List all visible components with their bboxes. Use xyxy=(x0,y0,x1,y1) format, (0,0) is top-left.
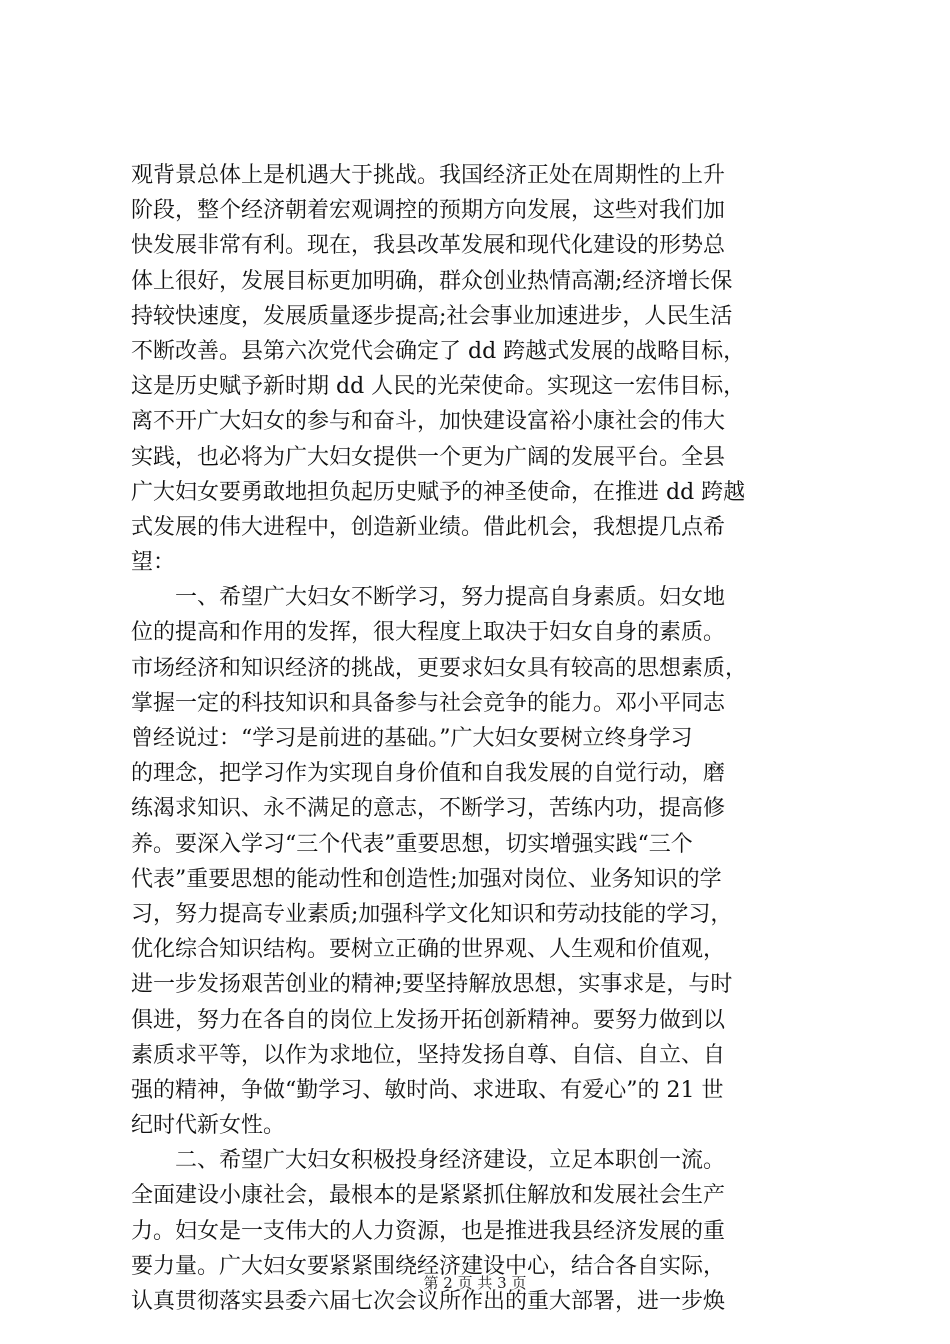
text-line: 阶段，整个经济朝着宏观调控的预期方向发展，这些对我们加 xyxy=(131,198,726,224)
text-line: 这是历史赋予新时期 dd 人民的光荣使命。实现这一宏伟目标， xyxy=(131,374,746,400)
text-line: 离不开广大妇女的参与和奋斗，加快建设富裕小康社会的伟大 xyxy=(131,409,726,435)
text-line: 练渴求知识、永不满足的意志，不断学习，苦练内功，提高修 xyxy=(131,796,726,822)
text-line: 纪时代新女性。 xyxy=(131,1113,286,1139)
text-line: 掌握一定的科技知识和具备参与社会竞争的能力。邓小平同志 xyxy=(131,690,726,716)
text-line: 习，努力提高专业素质;加强科学文化知识和劳动技能的学习， xyxy=(131,901,733,927)
text-line: 进一步发扬艰苦创业的精神;要坚持解放思想，实事求是，与时 xyxy=(131,972,733,998)
text-line: 实践，也必将为广大妇女提供一个更为广阔的发展平台。全县 xyxy=(131,444,726,470)
text-line: 广大妇女要勇敢地担负起历史赋予的神圣使命，在推进 dd 跨越 xyxy=(131,479,746,505)
text-line: 全面建设小康社会，最根本的是紧紧抓住解放和发展社会生产 xyxy=(131,1183,726,1209)
body-text xyxy=(131,158,831,1319)
text-line: 的理念，把学习作为实现自身价值和自我发展的自觉行动，磨 xyxy=(131,761,726,787)
text-line: 强的精神，争做“勤学习、敏时尚、求进取、有爱心”的 21 世 xyxy=(131,1077,724,1103)
text-line: 俱进，努力在各自的岗位上发扬开拓创新精神。要努力做到以 xyxy=(131,1007,726,1033)
text-line: 市场经济和知识经济的挑战，更要求妇女具有较高的思想素质， xyxy=(131,655,748,681)
text-line: 持较快速度，发展质量逐步提高;社会事业加速进步，人民生活 xyxy=(131,303,733,329)
text-line: 认真贯彻落实县委六届七次会议所作出的重大部署，进一步焕 xyxy=(131,1289,726,1314)
text-line: 代表”重要思想的能动性和创造性;加强对岗位、业务知识的学 xyxy=(131,866,722,892)
text-line: 二、希望广大妇女积极投身经济建设，立足本职创一流。 xyxy=(131,1148,726,1174)
text-line: 优化综合知识结构。要树立正确的世界观、人生观和价值观， xyxy=(131,937,726,963)
text-line: 不断改善。县第六次党代会确定了 dd 跨越式发展的战略目标， xyxy=(131,338,746,364)
text-line: 一、希望广大妇女不断学习，努力提高自身素质。妇女地 xyxy=(131,585,726,611)
text-line: 式发展的伟大进程中，创造新业绩。借此机会，我想提几点希 xyxy=(131,514,726,540)
text-line: 望： xyxy=(131,550,176,576)
text-line: 养。要深入学习“三个代表”重要思想，切实增强实践“三个 xyxy=(131,831,693,857)
text-line: 快发展非常有利。现在，我县改革发展和现代化建设的形势总 xyxy=(131,233,726,259)
text-line: 位的提高和作用的发挥，很大程度上取决于妇女自身的素质。 xyxy=(131,620,726,646)
text-line: 素质求平等，以作为求地位，坚持发扬自尊、自信、自立、自 xyxy=(131,1042,726,1068)
text-line: 观背景总体上是机遇大于挑战。我国经济正处在周期性的上升 xyxy=(131,163,726,188)
text-line: 要力量。广大妇女要紧紧围绕经济建设中心，结合各自实际， xyxy=(131,1253,726,1279)
text-line: 体上很好，发展目标更加明确，群众创业热情高潮;经济增长保 xyxy=(131,268,733,294)
text-line: 曾经说过：“学习是前进的基础。”广大妇女要树立终身学习 xyxy=(131,726,693,751)
text-line: 力。妇女是一支伟大的人力资源，也是推进我县经济发展的重 xyxy=(131,1218,726,1244)
page-footer: 第 2 页 共 3 页 xyxy=(423,1274,527,1292)
